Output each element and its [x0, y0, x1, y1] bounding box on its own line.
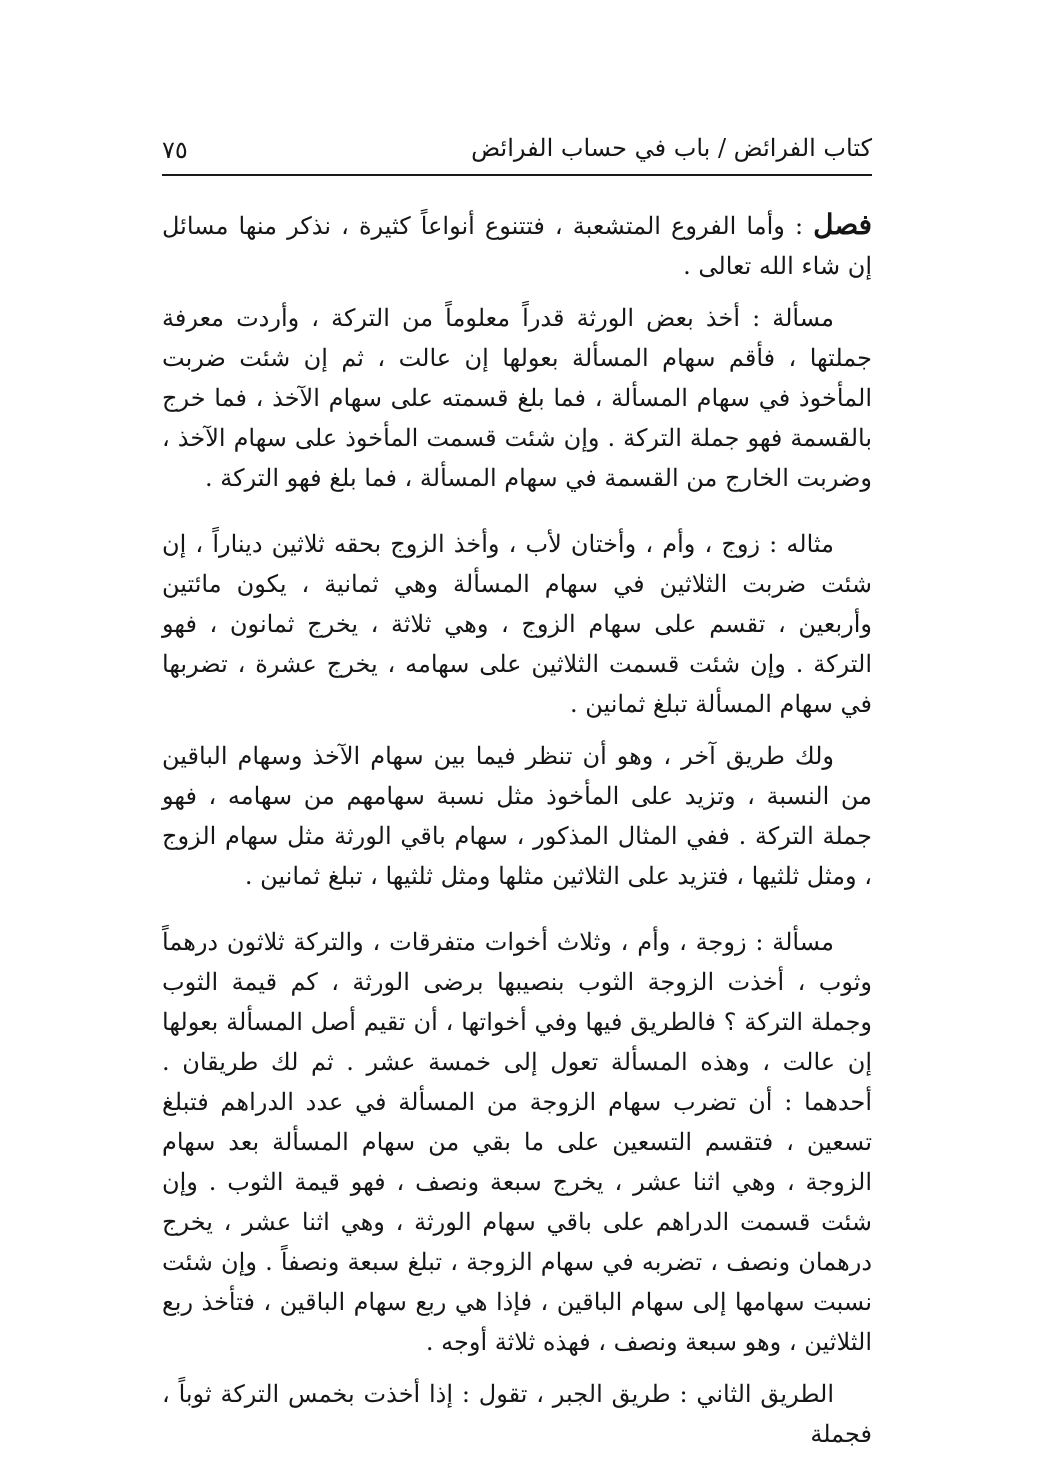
section-lead-word: فصل: [813, 208, 872, 241]
running-title: كتاب الفرائض / باب في حساب الفرائض: [471, 134, 872, 162]
paragraph-tariq-akhar: ولك طريق آخر ، وهو أن تنظر فيما بين سهام الآخذ وسهام الباقين من النسبة ، وتزيد على المأخوذ مثل نسبة سهامهم من سهامه ، فهو جملة التركة . ففي المثال المذكور ، سهام باقي الورثة مثل سهام الزوج ، ومثل ثلثيها ، فتزيد على الثلاثين مثلها ومثل ثلثيها ، تبلغ ثمانين .: [162, 742, 872, 890]
paragraph-fasl: [162, 205, 872, 286]
page-number: ٧٥: [162, 136, 188, 164]
paragraph-mithaluh: مثاله : زوج ، وأم ، وأختان لأب ، وأخذ الزوج بحقه ثلاثين ديناراً ، إن شئت ضربت الثلاثين في سهام المسألة وهي ثمانية ، يكون مائتين وأربعين ، تقسم على سهام الزوج ، وهي ثلاثة ، يخرج ثمانون ، فهو التركة . وإن شئت قسمت الثلاثين على سهامه ، يخرج عشرة ، تضربها في سهام المسألة تبلغ ثمانين .: [162, 530, 872, 718]
paragraph-masala-1: مسألة : أخذ بعض الورثة قدراً معلوماً من التركة ، وأردت معرفة جملتها ، فأقم سهام المسألة بعولها إن عالت ، ثم إن شئت ضربت المأخوذ في سهام المسألة ، فما بلغ قسمته على سهام الآخذ ، فما خرج بالقسمة فهو جملة التركة . وإن شئت قسمت المأخوذ على سهام الآخذ ، وضربت الخارج من القسمة في سهام المسألة ، فما بلغ فهو التركة .: [162, 304, 872, 492]
body-text: [162, 205, 872, 1454]
paragraph-masala-2: مسألة : زوجة ، وأم ، وثلاث أخوات متفرقات ، والتركة ثلاثون درهماً وثوب ، أخذت الزوجة الثوب بنصيبها برضى الورثة ، كم قيمة الثوب وجملة التركة ؟ فالطريق فيها وفي أخواتها ، أن تقيم أصل المسألة بعولها إن عالت ، وهذه المسألة تعول إلى خمسة عشر . ثم لك طريقان . أحدهما : أن تضرب سهام الزوجة من المسألة في عدد الدراهم فتبلغ تسعين ، فتقسم التسعين على ما بقي من سهام المسألة بعد سهام الزوجة ، وهي اثنا عشر ، يخرج سبعة ونصف ، فهو قيمة الثوب . وإن شئت قسمت الدراهم على باقي سهام الورثة ، وهي اثنا عشر ، يخرج درهمان ونصف ، تضربه في سهام الزوجة ، تبلغ سبعة ونصفاً . وإن شئت نسبت سهامها إلى سهام الباقين ، فإذا هي ربع سهام الباقين ، فتأخذ ربع الثلاثين ، وهو سبعة ونصف ، فهذه ثلاثة أوجه .: [162, 928, 872, 1356]
running-header: [162, 128, 872, 176]
paragraph-tariq-thani: الطريق الثاني : طريق الجبر ، تقول : إذا أخذت بخمس التركة ثوباً ، فجملة: [162, 1380, 872, 1448]
paragraph-text: : وأما الفروع المتشعبة ، فتتنوع أنواعاً كثيرة ، نذكر منها مسائل إن شاء الله تعالى .: [162, 212, 872, 280]
